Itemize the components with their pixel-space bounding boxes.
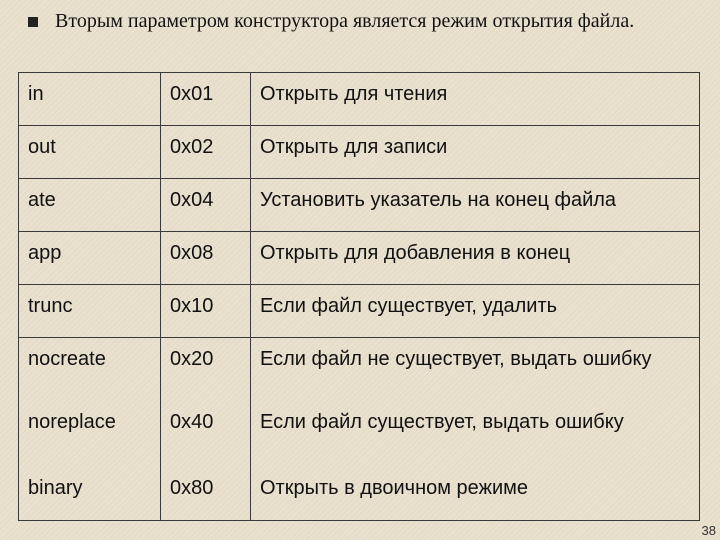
mode-name-cell: trunc (19, 285, 161, 338)
mode-description-cell: Открыть в двоичном режиме (251, 470, 700, 521)
table-row (19, 232, 700, 285)
mode-name-cell: ate (19, 179, 161, 232)
table-row (19, 73, 700, 126)
bullet-square-icon (28, 17, 38, 27)
mode-code-cell: 0x02 (161, 126, 251, 179)
page-number: 38 (701, 523, 716, 538)
table-row (19, 470, 700, 521)
bullet-point (28, 7, 708, 67)
table-row (19, 338, 700, 404)
mode-description-cell: Если файл существует, удалить (251, 285, 700, 338)
mode-code-cell: 0x04 (161, 179, 251, 232)
mode-name-cell: app (19, 232, 161, 285)
mode-name-cell: in (19, 73, 161, 126)
table-row (19, 404, 700, 470)
mode-description-cell: Если файл не существует, выдать ошибку (251, 338, 700, 404)
table-row (19, 126, 700, 179)
mode-name-cell: noreplace (19, 404, 161, 470)
mode-description-cell: Если файл существует, выдать ошибку (251, 404, 700, 470)
mode-name-cell: binary (19, 470, 161, 521)
mode-code-cell: 0x80 (161, 470, 251, 521)
mode-name-cell: nocreate (19, 338, 161, 404)
table-row (19, 179, 700, 232)
mode-name-cell: out (19, 126, 161, 179)
mode-description-cell: Открыть для чтения (251, 73, 700, 126)
mode-code-cell: 0x40 (161, 404, 251, 470)
mode-code-cell: 0x10 (161, 285, 251, 338)
bullet-text: Вторым параметром конструктора является режим открытия файла. (55, 10, 635, 32)
file-modes-table (18, 72, 700, 521)
mode-code-cell: 0x08 (161, 232, 251, 285)
mode-code-cell: 0x20 (161, 338, 251, 404)
mode-description-cell: Открыть для записи (251, 126, 700, 179)
mode-code-cell: 0x01 (161, 73, 251, 126)
mode-description-cell: Открыть для добавления в конец (251, 232, 700, 285)
table-row (19, 285, 700, 338)
mode-description-cell: Установить указатель на конец файла (251, 179, 700, 232)
